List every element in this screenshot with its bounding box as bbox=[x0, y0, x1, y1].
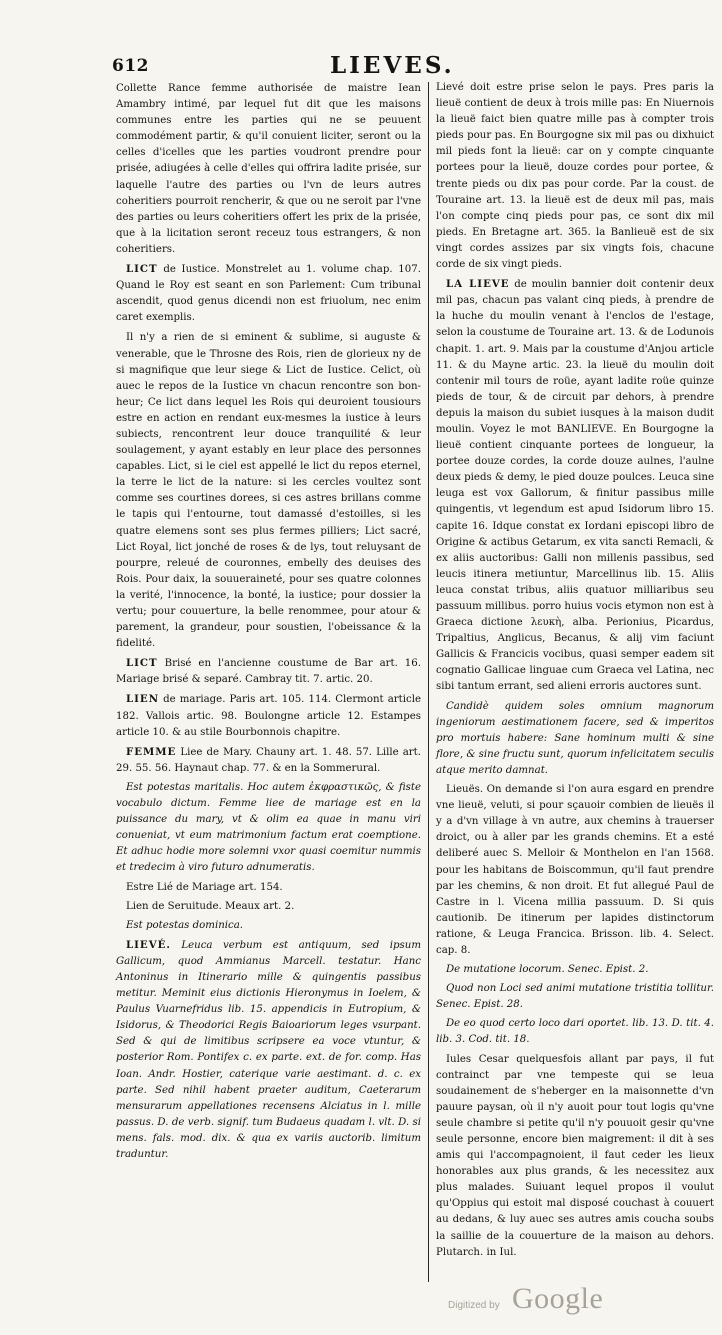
paragraph bbox=[116, 655, 421, 688]
left-column bbox=[116, 80, 421, 1166]
paragraph-text: de moulin bannier doit contenir deux mil pas, chacun pas valant cinq pieds, à prendre de la huche du moulin venant à l'enclos de l'estage, selon la coustume de Touraine art. 13. & de Lodunois chapit. 1. art. 9. Mais par la coustume d'Anjou article 11. & du Mayne artic. 23. la lieuë du moulin doit contenir mil tours de roüe, ayant ladite roüe quinze pieds de tour, & de circuit par dehors, à prendre depuis la maison du subiet iusques à la maison dudit moulin. Voyez le mot BANLIEVE. En Bourgogne la lieuë contient cinquante portees de longueur, la portee douze cordes, la corde douze aulnes, l'aulne deux pieds & demy, le pied douze poulces. Leuca sine leuga est vox Gallorum, & finitur passibus mille quingentis, vt legendum est apud Isidorum libro 15. capite 16. Idque constat ex Iordani episcopi libro de Origine & actibus Getarum, ex vita sancti Remacli, & ex aliis auctoribus: Galli non millenis passibus, sed leucis itinera metiuntur, Marcellinus lib. 15. Aliis leuca constat tribus, aliis quatuor milliaribus seu passuum millibus. porro huius vocis etymon non est à Graeca dictione λευκὴ, alba. Perionius, Picardus, Tripaltius, Anglicus, Becanus, & alij vim faciunt Gallicis & Francicis vocibus, quasi semper eadem sit cognatio Gallicae linguae cum Graeca vel Latina, nec sibi tantum errant, sed alieni erroris auctores sunt. bbox=[436, 279, 714, 693]
paragraph bbox=[436, 782, 714, 959]
latin-text: Est potestas maritalis. Hoc autem ἐκφραστικῶς, & fiste vocabulo dictum. Femme liee de mariage est en la puissance du mary, vt & olim ea quae in manu viri conueniat, vt eum matrimonium factum erat coemptione. Et adhuc hodie more solemni vxor quasi coemitur nummis et tredecim à viro futuro adnumeratis. bbox=[116, 781, 421, 874]
paragraph bbox=[116, 880, 421, 896]
paragraph bbox=[116, 918, 421, 934]
entry-lead: LIEN bbox=[126, 693, 160, 706]
paragraph-text: Liee de Mary. Chauny art. 1. 48. 57. Lille art. 29. 55. 56. Haynaut chap. 77. & en la Sommerural. bbox=[116, 746, 421, 774]
entry-lead: LIEVÉ. bbox=[126, 938, 171, 951]
paragraph-text: de mariage. Paris art. 105. 114. Clermont article 182. Vallois artic. 98. Boulongne article 12. Estampes article 10. & au stile Bourbonnois chapitre. bbox=[116, 694, 421, 738]
paragraph bbox=[116, 744, 421, 777]
paragraph bbox=[436, 80, 714, 273]
entry-lead: LA LIEVE bbox=[446, 278, 510, 291]
latin-text: De eo quod certo loco dari oportet. lib. 13. D. tit. 4. lib. 3. Cod. tit. 18. bbox=[436, 1018, 714, 1046]
paragraph-text: Iules Cesar quelquesfois allant par pays, il fut contrainct par vne tempeste qui se leua soudainement de s'heberger en la maisonnette d'vn pauure paysan, où il n'y auoit pour tout logis qu'vne seule chambre si petite qu'il n'y pouuoit gesir qu'vne seule personne, encore bien maigrement: il dit à ses amis qui l'accompagnoient, il faut ceder les lieux honorables aux plus grands, & les necessitez aux plus malades. Suiuant lequel propos il voulut qu'Oppius qui estoit mal disposé couchast à couuert au dedans, & luy auec ses autres amis coucha soubs la saillie de la couuerture de la maison au dehors. Plutarch. in Iul. bbox=[436, 1053, 714, 1258]
paragraph-text: Brisé en l'ancienne coustume de Bar art. 16. Mariage brisé & separé. Cambray tit. 7. artic. 20. bbox=[116, 658, 421, 686]
latin-text: Est potestas dominica. bbox=[126, 919, 244, 931]
paragraph bbox=[436, 699, 714, 779]
paragraph-text: Il n'y a rien de si eminent & sublime, si auguste & venerable, que le Throsne des Rois, rien de glorieux ny de si magnifique que leur siege & Lict de Iustice. Celict, où auec le repos de la Iustice vn chacun rencontre son bon-heur; Ce lict dans lequel les Rois qui deuroient tousiours estre en action en rendant eux-mesmes la iustice à leurs subiects, rencontrent leur douce tranquilité & leur soulagement, y ayant estably en leur place des personnes capables. Lict, si le ciel est appellé le lict du repos eternel, la terre le lict de la nature: si les cercles voultez sont comme ses courtines dorees, si ces astres brillans comme le tapis qui l'entourne, tout damassé d'estoilles, si les quatre elemens sont ses plus fermes pilliers; Lict sacré, Lict Royal, lict jonché de roses & de lys, tout reluysant de pourpre, releué de couronnes, embelly des deuises des Rois. Pour daix, la souueraineté, pour ses quatre colonnes la verité, l'innocence, la bonté, la iustice; pour dossier la vertu; pour couuerture, la belle renommee, pour atour & parement, la grandeur, pour soustien, l'obeissance & la fidelité. bbox=[116, 332, 421, 650]
latin-text: Candidè quidem soles omnium magnorum ingeniorum aestimationem facere, sed & imperitos pro mortuis habere: Sane hominum multi & sine flore, & sine fructu sunt, quorum infelicitatem seculis atque merito damnat. bbox=[436, 700, 714, 776]
paragraph bbox=[116, 937, 421, 1163]
paragraph bbox=[436, 962, 714, 978]
latin-text: Quod non Loci sed animi mutatione tristitia tollitur. Senec. Epist. 28. bbox=[436, 983, 714, 1011]
paragraph-text: Estre Lié de Mariage art. 154. bbox=[126, 881, 283, 893]
paragraph bbox=[116, 261, 421, 326]
entry-lead: FEMME bbox=[126, 745, 177, 758]
latin-text: Leuca verbum est antiquum, sed ipsum Gallicum, quod Ammianus Marcell. testatur. Hanc Antoninus in Itinerario mille & quingentis passibus metitur. Meminit eius dictionis Hieronymus in Ioelem, & Paulus Vuarnefridus lib. 15. appendicis in Eutropium, & Isidorus, & Theodorici Regis Baioariorum leges vsurpant. Sed & qui de limitibus scripsere ea voce vtuntur, & posterior Rom. Pontifex c. ex parte. ext. de for. comp. Has Ioan. Andr. Hostier, caterique varie aestimant. d. c. ex parte. Sed nihil habent praeter auditum, Caeterarum mensurarum appellationes recensens Alciatus in l. mille passus. D. de verb. signif. tum Budaeus quadam l. vlt. D. si mens. fals. mod. dix. & qua ex variis auctorib. limitum traduntur. bbox=[116, 939, 421, 1160]
paragraph bbox=[436, 981, 714, 1013]
google-watermark: Google bbox=[512, 1282, 604, 1315]
right-column bbox=[436, 80, 714, 1264]
column-rule bbox=[428, 82, 429, 1282]
latin-text: De mutatione locorum. Senec. Epist. 2. bbox=[446, 964, 649, 976]
entry-lead: LICT bbox=[126, 657, 158, 670]
page-number: 612 bbox=[112, 56, 149, 76]
paragraph-text: Collette Rance femme authorisée de maistre Iean Amambry intimé, par lequel fut dit que les maisons communes entre les parties qui ne se peuuent commodément partir, & qu'il conuient liciter, seront ou la celles d'icelles que les parties voudront prendre pour prisée, adiugées à celle d'elles qui offrira ladite prisée, sur laquelle l'autre des parties ou l'vn de leurs autres coheritiers pourroit rencherir, & que ou ne seroit par l'vne des parties ou leurs coheritiers offert les prix de la prisée, que à la licitation seront receuz tous estrangers, & non coheritiers. bbox=[116, 83, 421, 255]
paragraph bbox=[116, 780, 421, 877]
paragraph-text: de Iustice. Monstrelet au 1. volume chap. 107. Quand le Roy est seant en son Parlement: Cum tribunal ascendit, quod genus dicendi non est friuolum, nec enim caret exemplis. bbox=[116, 264, 421, 324]
paragraph-text: Lien de Seruitude. Meaux art. 2. bbox=[126, 900, 295, 912]
digitized-by-label: Digitized by bbox=[448, 1300, 500, 1311]
paragraph bbox=[116, 329, 421, 652]
paragraph bbox=[436, 276, 714, 695]
paragraph bbox=[436, 1016, 714, 1048]
paragraph bbox=[116, 80, 421, 258]
entry-lead: LICT bbox=[126, 263, 158, 276]
paragraph bbox=[116, 899, 421, 915]
running-title: LIEVES. bbox=[330, 52, 455, 79]
paragraph bbox=[436, 1052, 714, 1261]
paragraph-text: Lievé doit estre prise selon le pays. Pres paris la lieuë contient de deux à trois mille pas: En Niuernois la lieuë faict bien quatre mille pas à compter trois pieds pour pas. En Bourgogne six mil pas ou dixhuict mil pieds font la lieuë: car on y compte cinquante portees pour la lieuë, douze cordes pour portee, & trente pieds ou dix pas pour corde. Par la coust. de Touraine art. 13. la lieuë est de deux mil pas, mais l'on compte cinq pieds pour pas, ce sont dix mil pieds. En Bretagne art. 365. la Banlieuë est de six vingt cordes assizes par six vingts fois, chacune corde de six vingt pieds. bbox=[436, 82, 714, 271]
paragraph bbox=[116, 691, 421, 740]
paragraph-text: Lieuës. On demande si l'on aura esgard en prendre vne lieuë, veluti, si pour sçauoir combien de lieuës il y a d'vn village à vn autre, aux chemins à trauerser droict, ou à aller par les grands chemins. Et a esté deliberé auec S. Melloir & Monthelon en l'an 1568. pour les habitans de Boiscommun, qu'il faut prendre par les chemins, & non droit. Et fut allegué Paul de Castre in l. Vicena millia passuum. D. Si quis cautionib. De itinerum per lapides distinctorum ratione, & Leuga Francica. Brisson. lib. 4. Select. cap. 8. bbox=[436, 784, 714, 956]
